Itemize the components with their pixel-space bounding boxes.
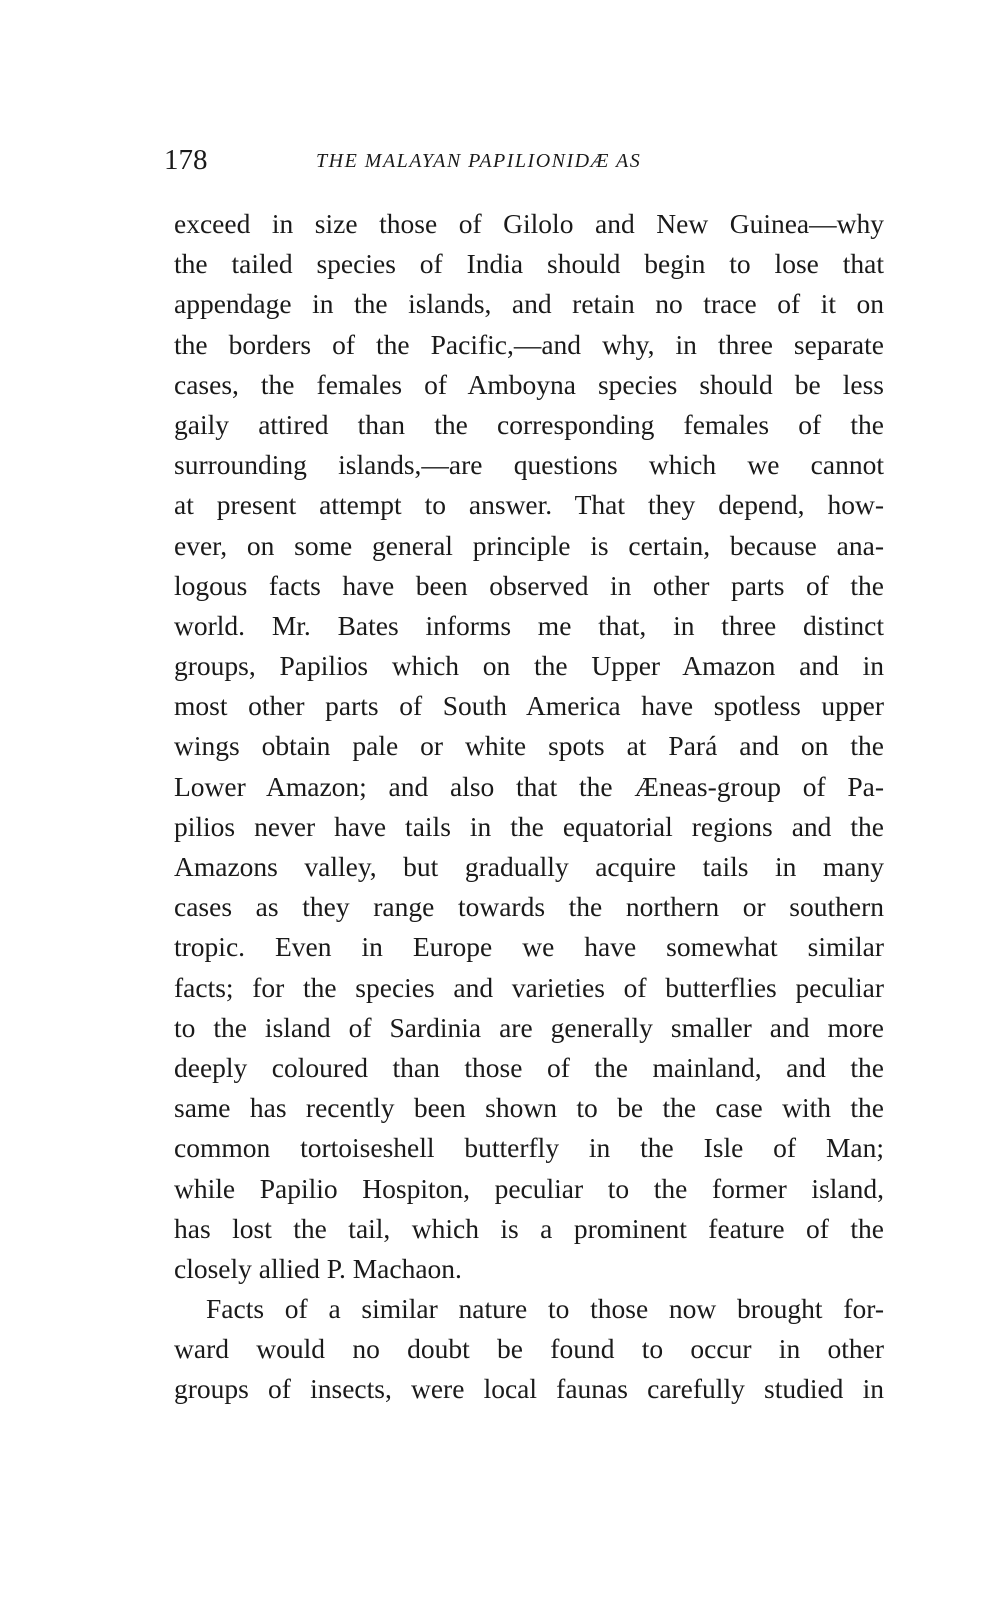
text-line: to the island of Sardinia are generally smaller and more <box>174 1011 884 1043</box>
text-line: while Papilio Hospiton, peculiar to the former island, <box>174 1172 884 1204</box>
text-line: same has recently been shown to be the case with the <box>174 1092 884 1124</box>
text-line: pilios never have tails in the equatorial regions and the <box>174 810 884 842</box>
running-head <box>164 143 914 183</box>
text-line: logous facts have been observed in other parts of the <box>174 569 884 601</box>
text-line: facts; for the species and varieties of butterflies peculiar <box>174 971 884 1003</box>
text-line: wings obtain pale or white spots at Pará and on the <box>174 730 884 762</box>
text-line: tropic. Even in Europe we have somewhat similar <box>174 931 884 963</box>
text-line: exceed in size those of Gilolo and New Guinea—why <box>174 208 884 239</box>
text-line: ward would no doubt be found to occur in other <box>174 1333 884 1365</box>
paragraph-2 <box>174 1289 884 1410</box>
body-text <box>174 204 884 1410</box>
text-line: the tailed species of India should begin to lose that <box>174 248 884 280</box>
text-line: gaily attired than the corresponding females of the <box>174 408 884 440</box>
text-line: cases as they range towards the northern or southern <box>174 891 884 923</box>
running-title: THE MALAYAN PAPILIONIDÆ AS <box>316 150 642 172</box>
text-line: cases, the females of Amboyna species should be less <box>174 368 884 400</box>
text-line: ever, on some general principle is certain, because ana- <box>174 529 884 561</box>
text-line: most other parts of South America have spotless upper <box>174 690 884 722</box>
text-line: closely allied P. Machaon. <box>174 1252 462 1284</box>
text-line: at present attempt to answer. That they depend, how- <box>174 489 884 521</box>
text-line: surrounding islands,—are questions which we cannot <box>174 449 884 481</box>
text-line: deeply coloured than those of the mainland, and the <box>174 1051 884 1083</box>
text-line: groups, Papilios which on the Upper Amazon and in <box>174 650 884 682</box>
paragraph-1 <box>174 204 884 1289</box>
page-number: 178 <box>164 144 208 176</box>
text-line: appendage in the islands, and retain no trace of it on <box>174 288 884 320</box>
text-line: groups of insects, were local faunas carefully studied in <box>174 1373 884 1405</box>
text-line: common tortoiseshell butterfly in the Isle of Man; <box>174 1132 884 1164</box>
text-line: Facts of a similar nature to those now brought for- <box>206 1293 884 1325</box>
text-line: world. Mr. Bates informs me that, in three distinct <box>174 609 884 641</box>
text-line: Lower Amazon; and also that the Æneas-group of Pa- <box>174 770 884 802</box>
text-line: the borders of the Pacific,—and why, in three separate <box>174 328 884 360</box>
text-line: Amazons valley, but gradually acquire tails in many <box>174 851 884 882</box>
text-line: has lost the tail, which is a prominent feature of the <box>174 1212 884 1244</box>
